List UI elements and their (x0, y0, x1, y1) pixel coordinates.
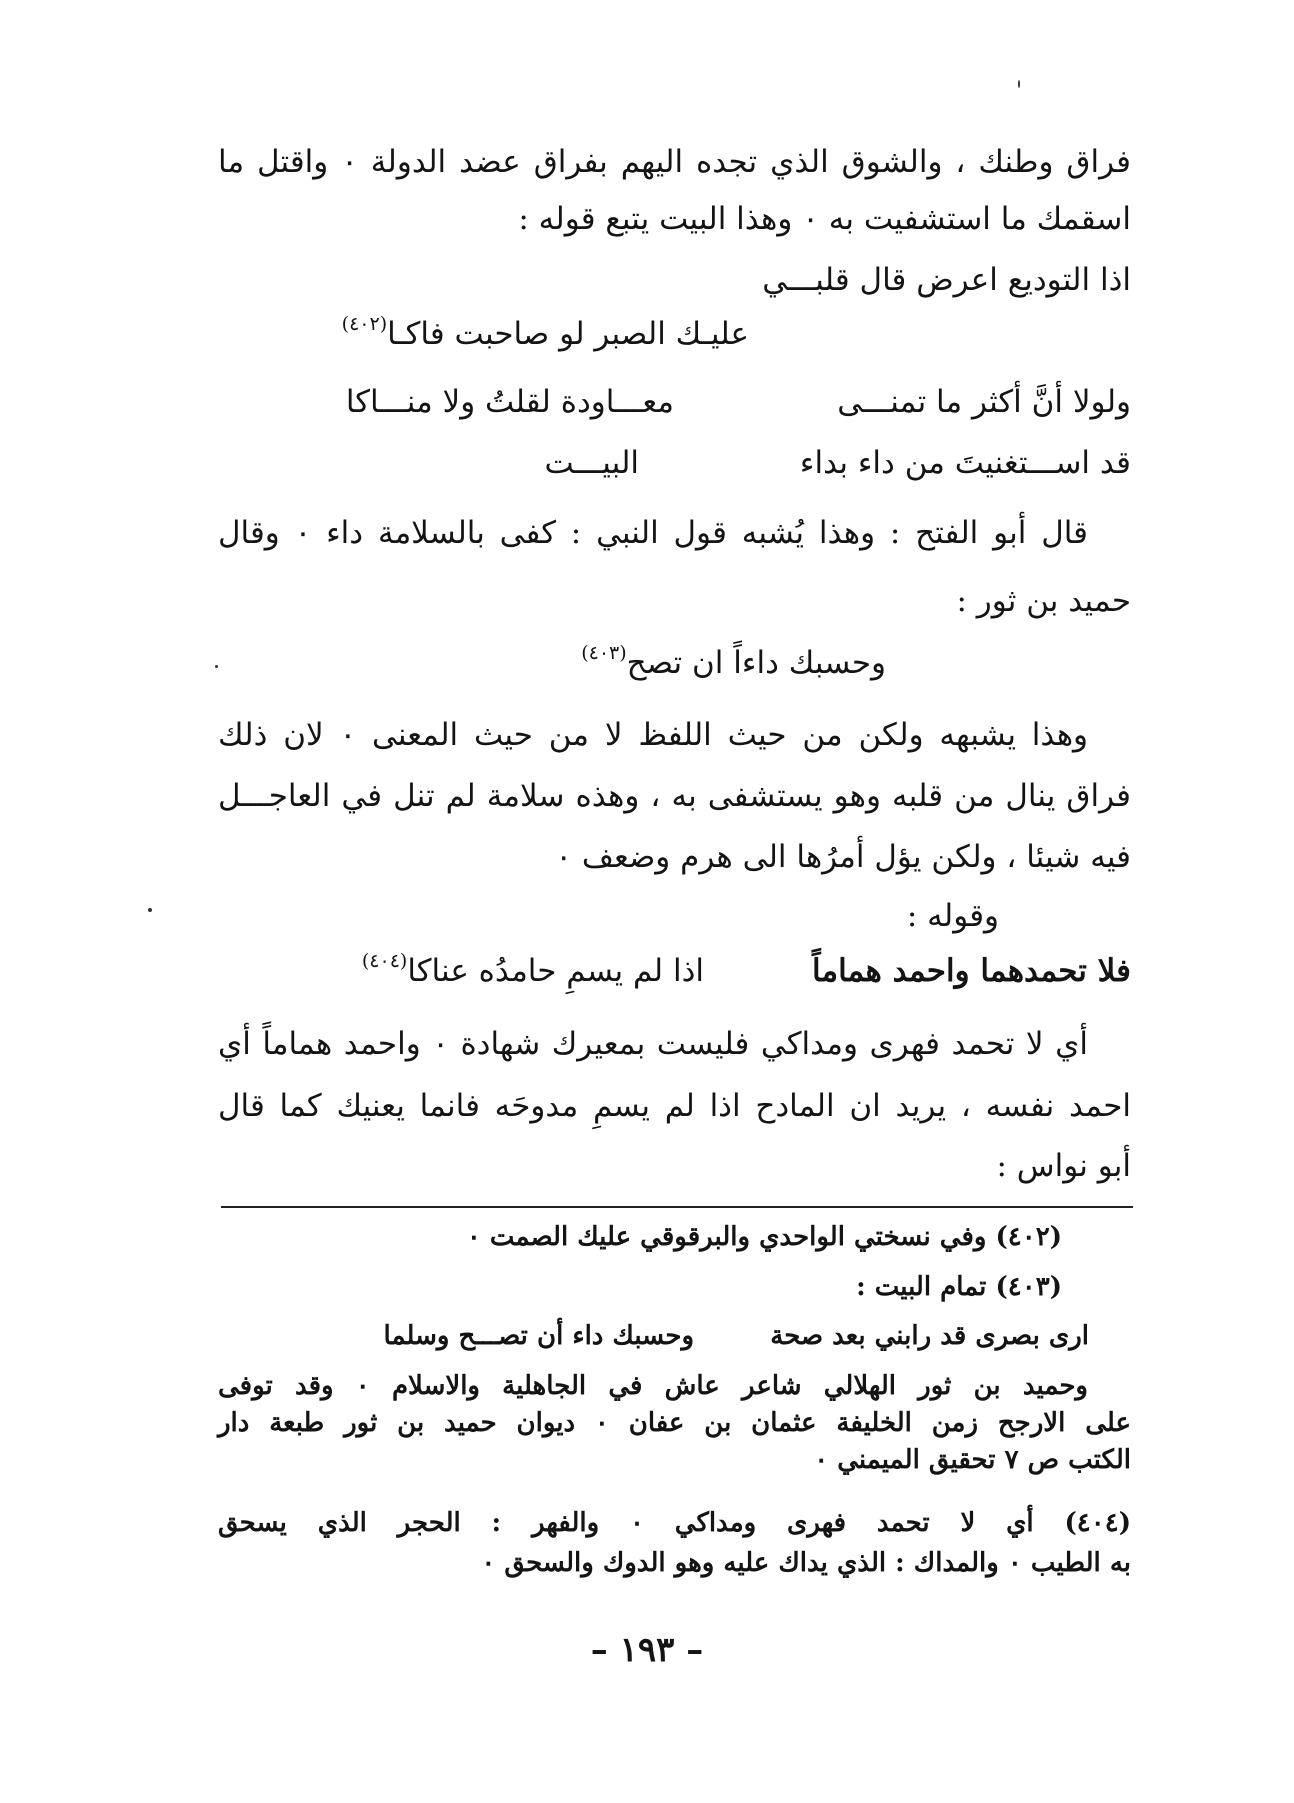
verse-hemistich: اذا التوديع اعرض قال قلبـــي (762, 262, 1131, 298)
verse-hemistich: البيـــت (544, 445, 639, 481)
verse-hemistich (581, 640, 886, 686)
verse-hemistich: فلا تحمدهما واحمد هماماً (812, 953, 1131, 989)
scan-speck (148, 908, 152, 912)
footnote: (٤٠٣) تمام البيت : (856, 1272, 1062, 1302)
body-line: وهذا يشبهه ولكن من حيث اللفظ لا من حيث المعنى ٠ لان ذلك (218, 717, 1089, 753)
body-line: اسقمك ما استشفيت به ٠ وهذا البيت يتبع قوله : (518, 201, 1131, 237)
footnote: وحميد بن ثور الهلالي شاعر عاش في الجاهلية والاسلام ٠ وقد توفى (218, 1371, 1088, 1401)
body-line: حميد بن ثور : (956, 583, 1131, 619)
verse-hemistich (342, 311, 749, 357)
verse-hemistich: ولولا أنَّ أكثر ما تمنـــى (837, 384, 1131, 420)
verse-text: وحسبك داءاً ان تصح (626, 645, 886, 681)
verse-text: اذا لم يسمِ حامدُه عناكا (407, 953, 704, 989)
page-number: – ١٩٣ – (590, 1630, 704, 1670)
body-line: فيه شيئا ، ولكن يؤل أمرُها الى هرم وضعف ٠ (555, 839, 1131, 875)
footnote-verse: ارى بصرى قد رابني بعد صحة (770, 1321, 1089, 1351)
footnote-verse: وحسبك داء أن تصـــح وسلما (383, 1321, 694, 1351)
footnote-divider (221, 1206, 1133, 1208)
scan-speck (1018, 80, 1020, 88)
body-line: أي لا تحمد فهرى ومداكي فليست بمعيرك شهادة ٠ واحمد هماماً أي (218, 1026, 1088, 1062)
footnote: على الارجح زمن الخليفة عثمان بن عفان ٠ ديوان حميد بن ثور طبعة دار (218, 1408, 1131, 1438)
verse-hemistich: معـــاودة لقلتُ ولا منـــاكا (345, 384, 674, 420)
footnote: (٤٠٤) أي لا تحمد فهرى ومداكي ٠ والفهر : الحجر الذي يسحق (218, 1508, 1131, 1538)
verse-hemistich: قد اســـتغنيتَ من داء بداء (799, 445, 1131, 481)
body-line: أبو نواس : (996, 1148, 1131, 1184)
body-line: قال أبو الفتح : وهذا يُشبه قول النبي : كفى بالسلامة داء ٠ وقال (218, 515, 1088, 551)
footnote-marker: (٤٠٢) (341, 313, 388, 335)
body-line: احمد نفسه ، يريد ان المادح اذا لم يسمِ مدوحَه فانما يعنيك كما قال (218, 1088, 1131, 1124)
footnote: (٤٠٢) وفي نسختي الواحدي والبرقوقي عليك الصمت ٠ (466, 1222, 1062, 1252)
body-line: فراق ينال من قلبه وهو يستشفى به ، وهذه سلامة لم تنل في العاجـــل (218, 778, 1131, 814)
verse-hemistich (362, 948, 704, 994)
verse-text: عليـك الصبر لو صاحبت فاكـا (387, 316, 749, 352)
body-line: وقوله : (906, 898, 999, 934)
footnote: به الطيب ٠ والمداك : الذي يداك عليه وهو الدوك والسحق ٠ (481, 1548, 1131, 1578)
body-line: فراق وطنك ، والشوق الذي تجده اليهم بفراق عضد الدولة ٠ واقتل ما (218, 144, 1131, 180)
footnote-marker: (٤٠٣) (581, 642, 627, 664)
scan-speck (215, 665, 218, 668)
footnote: الكتب ص ٧ تحقيق الميمني ٠ (814, 1445, 1131, 1475)
footnote-marker: (٤٠٤) (361, 950, 408, 972)
